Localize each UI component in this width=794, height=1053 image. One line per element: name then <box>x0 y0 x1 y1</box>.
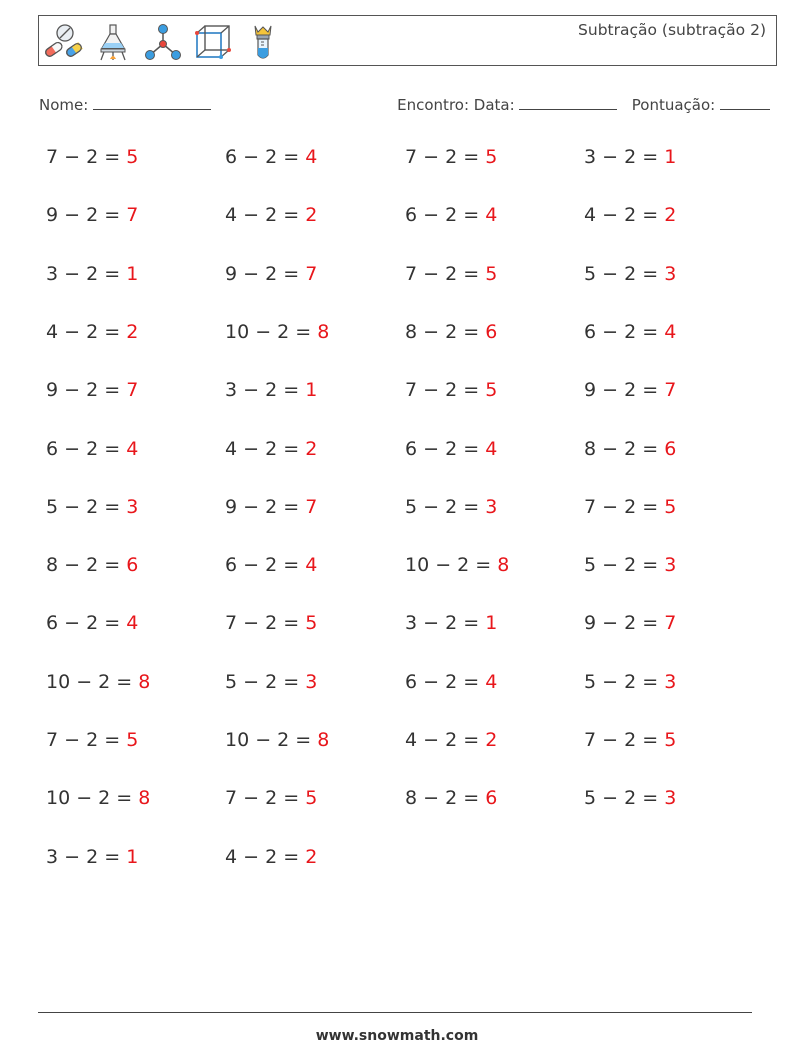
name-field <box>39 95 211 114</box>
problem-item <box>225 496 317 518</box>
problem-answer: 5 <box>126 729 139 751</box>
problem-item <box>584 787 676 809</box>
problem-question: 3 − 2 = <box>405 612 480 635</box>
problem-answer: 4 <box>305 554 318 577</box>
problem-item <box>584 554 676 576</box>
problem-answer: 3 <box>664 670 677 693</box>
problem-answer: 4 <box>485 670 498 693</box>
problem-item <box>405 379 497 401</box>
problem-question: 4 − 2 = <box>584 204 659 227</box>
problem-question: 9 − 2 = <box>584 612 659 635</box>
problem-item <box>225 671 317 693</box>
problem-item <box>405 321 497 343</box>
problem-answer: 4 <box>485 437 498 460</box>
meta-fields <box>397 95 770 114</box>
problem-answer: 2 <box>305 845 318 868</box>
problem-question: 8 − 2 = <box>584 437 659 460</box>
problem-answer: 5 <box>485 379 498 402</box>
problem-answer: 2 <box>485 729 498 751</box>
problem-item <box>584 671 676 693</box>
problem-answer: 1 <box>485 612 498 635</box>
test-tube-crown-icon <box>243 22 283 62</box>
problem-item <box>584 612 676 634</box>
problem-question: 10 − 2 = <box>225 320 312 343</box>
problem-answer: 6 <box>485 320 498 343</box>
date-blank[interactable] <box>519 95 617 110</box>
flask-on-burner-icon <box>93 22 133 62</box>
problem-item <box>225 846 317 868</box>
problem-question: 5 − 2 = <box>584 670 659 693</box>
problem-answer: 5 <box>664 729 677 751</box>
problem-item <box>405 496 497 518</box>
problem-item <box>405 438 497 460</box>
problem-answer: 1 <box>126 262 139 285</box>
worksheet-title: Subtração (subtração 2) <box>578 21 766 39</box>
problem-question: 9 − 2 = <box>225 262 300 285</box>
problem-answer: 2 <box>664 204 677 227</box>
problem-question: 6 − 2 = <box>225 554 300 577</box>
score-label: Pontuação: <box>631 96 716 114</box>
problem-question: 6 − 2 = <box>584 320 659 343</box>
problem-item <box>46 321 138 343</box>
problem-answer: 7 <box>664 379 677 402</box>
problem-question: 9 − 2 = <box>46 204 121 227</box>
encounter-label: Encontro: <box>397 96 470 114</box>
problem-answer: 7 <box>664 612 677 635</box>
problem-question: 6 − 2 = <box>405 670 480 693</box>
problem-question: 5 − 2 = <box>584 554 659 577</box>
problem-answer: 6 <box>126 554 139 577</box>
problem-item <box>225 729 329 751</box>
problem-answer: 5 <box>305 612 318 635</box>
problem-item <box>46 496 138 518</box>
problem-question: 7 − 2 = <box>225 612 300 635</box>
problem-answer: 3 <box>485 495 498 518</box>
problem-question: 3 − 2 = <box>225 379 300 402</box>
problem-item <box>46 612 138 634</box>
name-label: Nome: <box>39 96 89 114</box>
problem-item <box>46 846 138 868</box>
problem-question: 3 − 2 = <box>46 845 121 868</box>
problem-question: 5 − 2 = <box>584 787 659 810</box>
problem-answer: 4 <box>126 437 139 460</box>
problem-answer: 1 <box>305 379 318 402</box>
problem-answer: 7 <box>305 495 318 518</box>
problem-question: 10 − 2 = <box>46 787 133 810</box>
problem-question: 6 − 2 = <box>46 437 121 460</box>
problem-item <box>46 729 138 751</box>
problem-question: 10 − 2 = <box>46 670 133 693</box>
problem-answer: 8 <box>138 787 151 810</box>
problem-question: 6 − 2 = <box>46 612 121 635</box>
problem-item <box>584 321 676 343</box>
problem-item <box>225 204 317 226</box>
problem-answer: 4 <box>126 612 139 635</box>
footer-divider <box>38 1012 752 1013</box>
problem-question: 7 − 2 = <box>46 729 121 751</box>
problem-question: 7 − 2 = <box>405 379 480 402</box>
problem-answer: 7 <box>305 262 318 285</box>
problem-question: 4 − 2 = <box>225 437 300 460</box>
problem-item <box>584 263 676 285</box>
problem-item <box>584 438 676 460</box>
problem-item <box>584 379 676 401</box>
date-label: Data: <box>473 96 515 114</box>
problem-answer: 1 <box>664 146 677 168</box>
problem-answer: 5 <box>485 146 498 168</box>
problem-item <box>46 146 138 168</box>
cube-wireframe-icon <box>193 22 233 62</box>
problem-answer: 5 <box>305 787 318 810</box>
problem-question: 7 − 2 = <box>225 787 300 810</box>
icon-strip <box>43 22 283 62</box>
problem-answer: 3 <box>664 554 677 577</box>
problem-item <box>225 787 317 809</box>
problem-question: 8 − 2 = <box>405 787 480 810</box>
problem-item <box>225 146 317 168</box>
problem-item <box>225 379 317 401</box>
problem-question: 6 − 2 = <box>405 437 480 460</box>
problem-answer: 4 <box>485 204 498 227</box>
problem-item <box>46 204 138 226</box>
problem-question: 9 − 2 = <box>584 379 659 402</box>
score-blank[interactable] <box>720 95 770 110</box>
problem-item <box>46 554 138 576</box>
problem-item <box>584 496 676 518</box>
problem-item <box>46 787 150 809</box>
problem-answer: 2 <box>305 204 318 227</box>
problem-question: 5 − 2 = <box>225 670 300 693</box>
problem-item <box>46 379 138 401</box>
problem-question: 7 − 2 = <box>46 146 121 168</box>
problem-question: 6 − 2 = <box>225 146 300 168</box>
problem-item <box>46 263 138 285</box>
problem-question: 9 − 2 = <box>46 379 121 402</box>
footer-url: www.snowmath.com <box>315 1028 479 1044</box>
problem-question: 5 − 2 = <box>405 495 480 518</box>
problem-answer: 3 <box>664 262 677 285</box>
problem-item <box>405 146 497 168</box>
problem-answer: 3 <box>126 495 139 518</box>
problem-item <box>405 263 497 285</box>
problem-answer: 4 <box>664 320 677 343</box>
problem-item <box>46 671 150 693</box>
name-blank[interactable] <box>93 95 211 110</box>
problem-item <box>225 321 329 343</box>
problem-answer: 2 <box>305 437 318 460</box>
problem-answer: 6 <box>485 787 498 810</box>
problem-question: 4 − 2 = <box>225 845 300 868</box>
problem-question: 5 − 2 = <box>46 495 121 518</box>
problem-answer: 8 <box>317 729 330 751</box>
problem-question: 7 − 2 = <box>584 495 659 518</box>
problem-item <box>225 554 317 576</box>
problem-question: 9 − 2 = <box>225 495 300 518</box>
molecule-icon <box>143 22 183 62</box>
problem-item <box>225 438 317 460</box>
problem-item <box>225 263 317 285</box>
problem-answer: 7 <box>126 204 139 227</box>
problem-answer: 3 <box>664 787 677 810</box>
problem-question: 5 − 2 = <box>584 262 659 285</box>
problem-answer: 6 <box>664 437 677 460</box>
problem-item <box>405 204 497 226</box>
problem-question: 4 − 2 = <box>225 204 300 227</box>
problem-answer: 3 <box>305 670 318 693</box>
problem-question: 3 − 2 = <box>584 146 659 168</box>
problem-answer: 2 <box>126 320 139 343</box>
problem-item <box>225 612 317 634</box>
problem-question: 10 − 2 = <box>405 554 492 577</box>
problem-answer: 8 <box>317 320 330 343</box>
problem-answer: 7 <box>126 379 139 402</box>
problem-question: 10 − 2 = <box>225 729 312 751</box>
problem-answer: 1 <box>126 845 139 868</box>
problem-item <box>405 787 497 809</box>
problem-item <box>405 612 497 634</box>
problem-answer: 4 <box>305 146 318 168</box>
problem-item <box>584 204 676 226</box>
problem-answer: 5 <box>664 495 677 518</box>
problem-item <box>405 729 497 751</box>
problem-question: 8 − 2 = <box>46 554 121 577</box>
problem-question: 6 − 2 = <box>405 204 480 227</box>
problem-question: 3 − 2 = <box>46 262 121 285</box>
problem-question: 7 − 2 = <box>584 729 659 751</box>
problem-question: 8 − 2 = <box>405 320 480 343</box>
problem-answer: 8 <box>138 670 151 693</box>
pills-icon <box>43 22 83 62</box>
problem-item <box>584 146 676 168</box>
problem-question: 7 − 2 = <box>405 262 480 285</box>
worksheet-header <box>38 15 777 66</box>
problem-question: 7 − 2 = <box>405 146 480 168</box>
problem-item <box>584 729 676 751</box>
problem-question: 4 − 2 = <box>405 729 480 751</box>
problem-answer: 5 <box>126 146 139 168</box>
problem-question: 4 − 2 = <box>46 320 121 343</box>
problem-answer: 5 <box>485 262 498 285</box>
problem-item <box>46 438 138 460</box>
problem-answer: 8 <box>497 554 510 577</box>
problem-item <box>405 554 509 576</box>
problem-item <box>405 671 497 693</box>
